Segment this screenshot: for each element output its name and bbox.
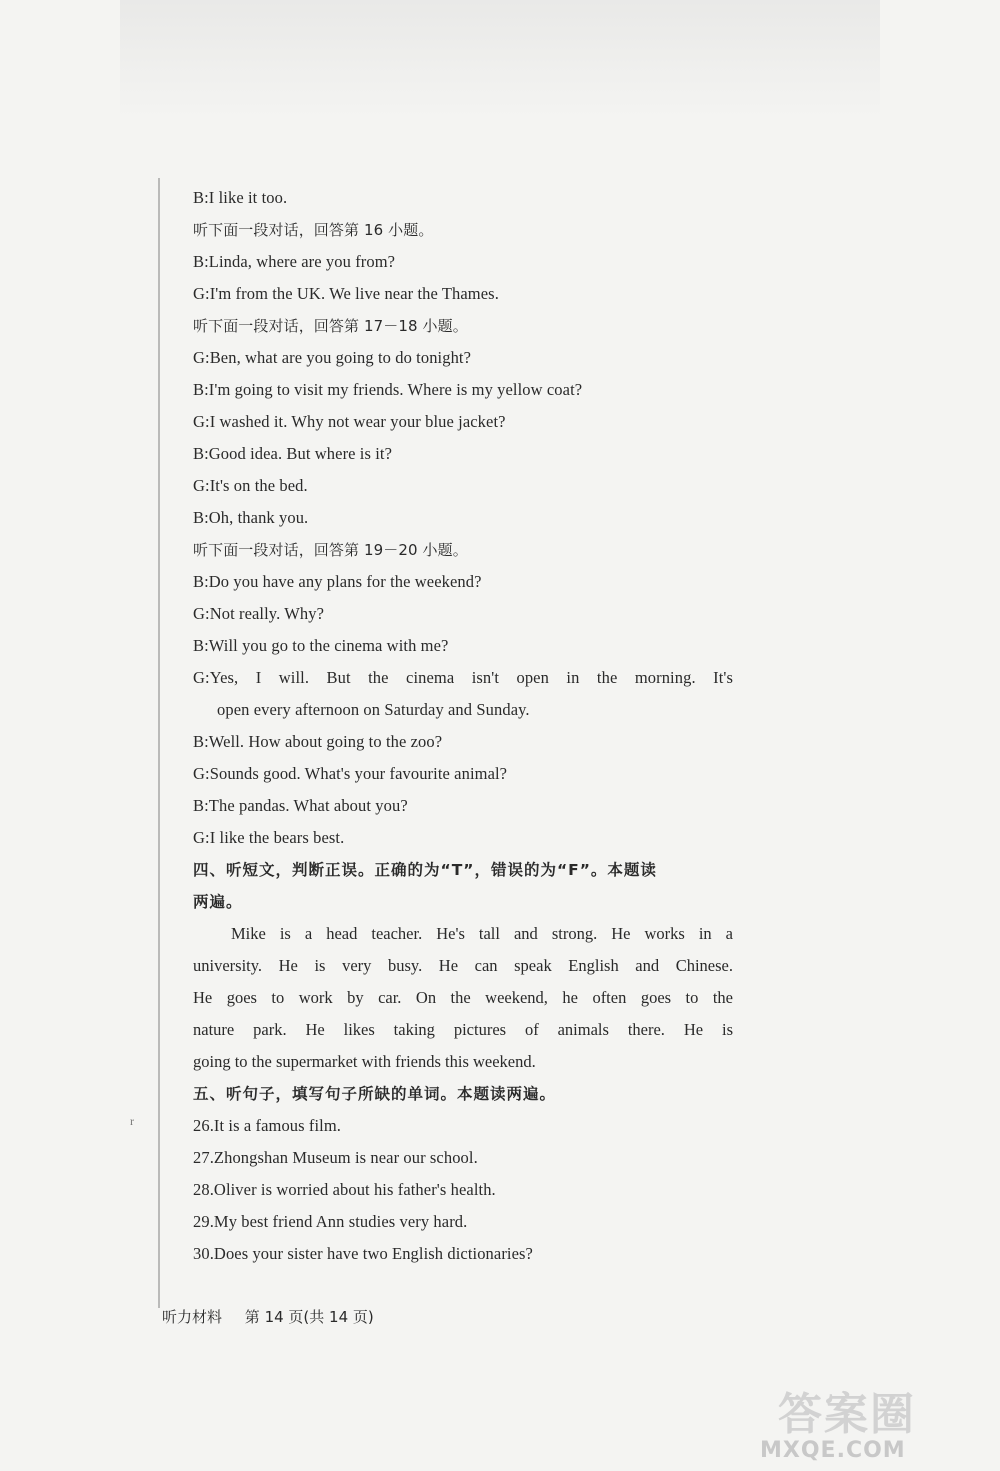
instruction-line: 听下面一段对话，回答第 17－18 小题。 [193,317,468,335]
dialogue-line: G:It's on the bed. [193,476,308,495]
dialogue-line: B:Do you have any plans for the weekend? [193,572,482,591]
section4-heading-cont: 两遍。 [193,893,243,911]
passage-line: He goes to work by car. On the weekend, he often goes to the [193,988,733,1007]
watermark-logo [760,1378,990,1468]
section5-sentences [193,1110,733,1270]
sentence-item: 27.Zhongshan Museum is near our school. [193,1148,478,1167]
watermark-bottom: MXQE.COM [760,1438,906,1463]
dialogue-line: G:Sounds good. What's your favourite animal? [193,764,508,783]
passage-line: Mike is a head teacher. He's tall and strong. He works in a [231,924,733,943]
sentence-item: 30.Does your sister have two English dictionaries? [193,1244,533,1263]
passage-line: going to the supermarket with friends this weekend. [193,1052,536,1071]
instruction-line: 听下面一段对话，回答第 16 小题。 [193,221,434,239]
dialogue-line: B:Will you go to the cinema with me? [193,636,449,655]
dialogue-line: B:Good idea. But where is it? [193,444,393,463]
dialogue-line: G:I like the bears best. [193,828,345,847]
page-footer [162,1306,392,1327]
section4 [193,854,733,1078]
dialogue-line: B:Well. How about going to the zoo? [193,732,443,751]
dialogue-line: B:I'm going to visit my friends. Where is my yellow coat? [193,380,583,399]
sentence-item: 26.It is a famous film. [193,1116,342,1135]
passage-line: university. He is very busy. He can speak English and Chinese. [193,956,733,975]
dialogue-line: G:Yes, I will. But the cinema isn't open in the morning. It's [193,668,733,687]
dialogue-line: open every afternoon on Saturday and Sunday. [217,700,530,719]
watermark-top: 答案圈 [778,1389,916,1440]
dialogue-line: B:The pandas. What about you? [193,796,408,815]
sentence-item: 28.Oliver is worried about his father's health. [193,1180,496,1199]
page-content [193,182,733,1270]
instruction-line: 听下面一段对话，回答第 19－20 小题。 [193,541,468,559]
section5-heading: 五、听句子，填写句子所缺的单词。本题读两遍。 [193,1085,557,1103]
section5 [193,1078,733,1270]
dialogue-section [193,182,733,854]
sentence-item: 29.My best friend Ann studies very hard. [193,1212,468,1231]
passage-line: nature park. He likes taking pictures of animals there. He is [193,1020,733,1039]
dialogue-line: G:I washed it. Why not wear your blue jacket? [193,412,506,431]
section4-heading: 四、听短文，判断正误。正确的为“T”，错误的为“F”。本题读 [193,861,657,879]
dialogue-line: G:I'm from the UK. We live near the Thames. [193,284,499,303]
dialogue-line: B:I like it too. [193,188,288,207]
footer-label: 听力材料 [162,1308,223,1326]
footer-page-number: 第 14 页(共 14 页) [244,1308,374,1326]
dialogue-line: G:Ben, what are you going to do tonight? [193,348,472,367]
dialogue-line: G:Not really. Why? [193,604,325,623]
dialogue-line: B:Linda, where are you from? [193,252,396,271]
scan-shadow [120,0,880,120]
stray-mark: r [130,1114,134,1128]
margin-rule [158,178,160,1308]
dialogue-line: B:Oh, thank you. [193,508,309,527]
section4-passage [193,918,733,1078]
